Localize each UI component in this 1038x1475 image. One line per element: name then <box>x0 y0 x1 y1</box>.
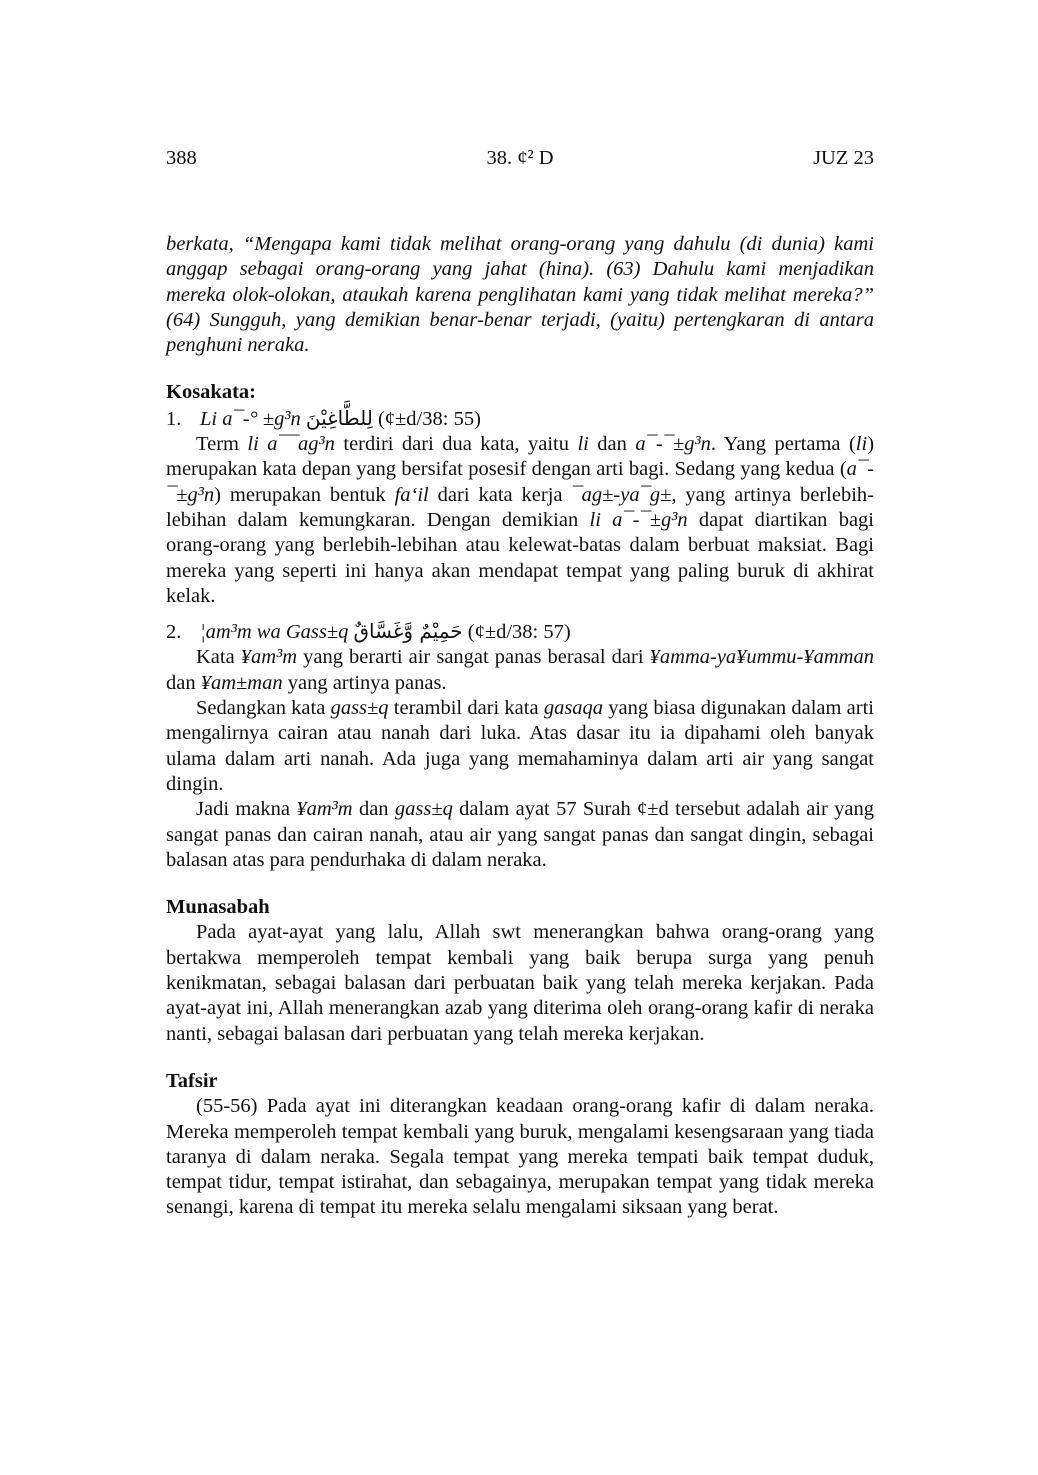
item-term: Li a¯-° ±g³n <box>200 407 301 430</box>
tafsir-paragraph: (55-56) Pada ayat ini diterangkan keadaan orang-orang kafir di dalam neraka. Mereka memperoleh tempat kembali yang buruk, mengalami kesengsaraan yang tiada taranya di dalam neraka. Segala tempat yang mereka tempati baik tempat duduk, tempat tidur, tempat istirahat, dan sebagainya, merupakan tempat yang tidak mereka senangi, karena di tempat itu mereka selalu mengalami siksaan yang berat. <box>166 1095 874 1219</box>
page-body <box>166 232 874 1221</box>
kosakata-item-2-paragraph-3: Jadi makna ¥am³m dan gass±q dalam ayat 57 Surah ¢±d tersebut adalah air yang sangat panas dan cairan nanah, atau air yang sangat panas dan sangat dingin, sebagai balasan atas para pendurhaka di dalam neraka. <box>166 798 874 871</box>
item-number: 1. <box>166 407 182 430</box>
kosakata-item-2-title <box>166 619 874 645</box>
kosakata-item-1-title <box>166 406 874 432</box>
tafsir-heading: Tafsir <box>166 1069 218 1092</box>
item-term: ¦am³m wa Gass±q <box>200 621 349 644</box>
munasabah-paragraph: Pada ayat-ayat yang lalu, Allah swt menerangkan bahwa orang-orang yang bertakwa memperoleh tempat kembali yang baik berupa surga yang penuh kenikmatan, sebagai balasan dari perbuatan baik yang telah mereka kerjakan. Pada ayat-ayat ini, Allah menerangkan azab yang diterima oleh orang-orang kafir di neraka nanti, sebagai balasan dari perbuatan yang telah mereka kerjakan. <box>166 921 874 1045</box>
item-number: 2. <box>166 621 182 644</box>
kosakata-item-2-paragraph-1: Kata ¥am³m yang berarti air sangat panas berasal dari ¥amma-ya¥ummu-¥amman dan ¥am±man yang artinya panas. <box>166 646 874 694</box>
kosakata-item-2-paragraph-2: Sedangkan kata gass±q terambil dari kata gasaqa yang biasa digunakan dalam arti mengalirnya cairan atau nanah dari luka. Atas dasar itu ia dipahami oleh banyak ulama dalam arti nanah. Ada juga yang memahaminya dalam arti air yang sangat dingin. <box>166 697 874 795</box>
arabic-term: لِلطَّاغِيْنَ <box>305 405 373 430</box>
kosakata-item-1-explanation: Term li a¯¯ag³n terdiri dari dua kata, yaitu li dan a¯-¯±g³n. Yang pertama (li) merupakan kata depan yang bersifat posesif dengan arti bagi. Sedang yang kedua (a¯-¯±g³n) merupakan bentuk fa‘il dari kata kerja ¯ag±-ya¯g±, yang artinya berlebih-lebihan dalam kemungkaran. Dengan demikian li a¯-¯±g³n dapat diartikan bagi orang-orang yang berlebih-lebihan atau kelewat-batas dalam berbuat maksiat. Bagi mereka yang seperti ini hanya akan mendapat tempat yang paling buruk di akhirat kelak. <box>166 433 875 607</box>
chapter-title: 38. ¢² D <box>486 147 554 169</box>
munasabah-heading: Munasabah <box>166 896 270 919</box>
arabic-term: حَمِيْمٌ وَّغَسَّاقٌ <box>353 619 463 644</box>
verse-translation: berkata, “Mengapa kami tidak melihat orang-orang yang dahulu (di dunia) kami anggap sebagai orang-orang yang jahat (hina). (63) Dahulu kami menjadikan mereka olok-olokan, ataukah karena penglihatan kami yang tidak melihat mereka?” (64) Sungguh, yang demikian benar-benar terjadi, (yaitu) pertengkaran di antara penghuni neraka. <box>166 233 874 357</box>
juz-label: JUZ 23 <box>813 147 874 169</box>
kosakata-heading: Kosakata: <box>166 381 256 404</box>
item-reference: (¢±d/38: 55) <box>377 407 481 430</box>
page-number: 388 <box>166 147 197 169</box>
item-reference: (¢±d/38: 57) <box>467 621 571 644</box>
